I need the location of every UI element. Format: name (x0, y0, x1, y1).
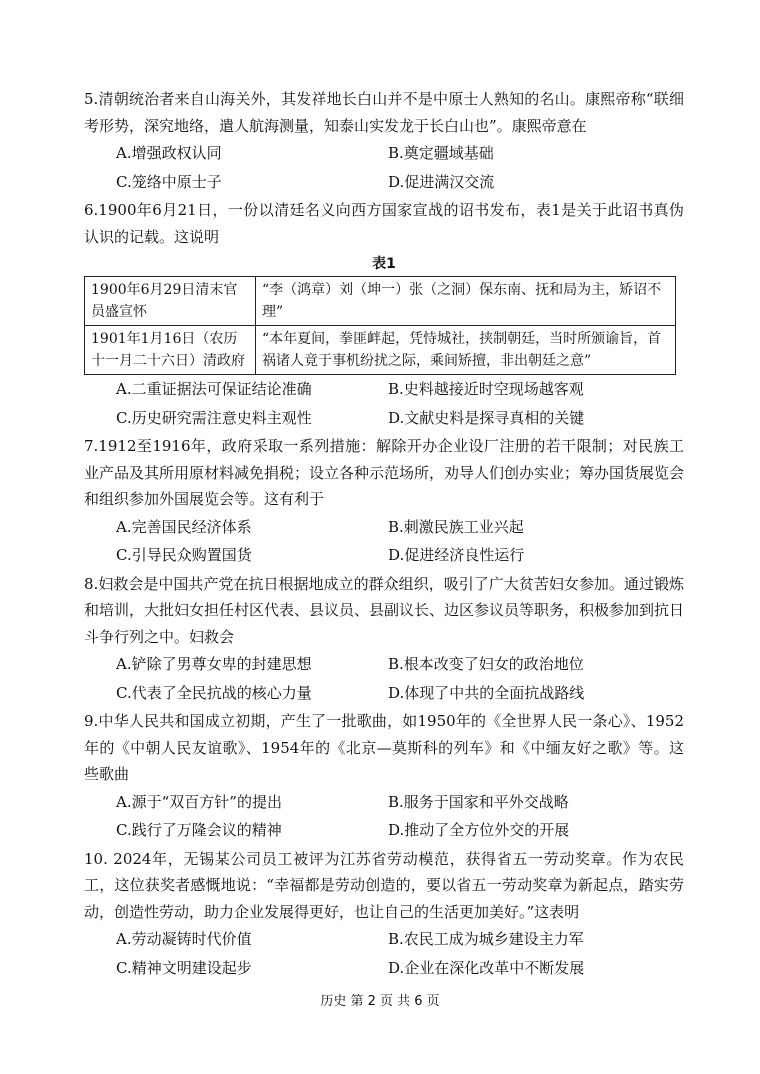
table-row (85, 326, 676, 375)
option-b: B.史料越接近时空现场越客观 (388, 380, 584, 398)
question-10 (84, 846, 684, 983)
question-6 (84, 197, 684, 432)
option-b: B.农民工成为城乡建设主力军 (388, 930, 584, 948)
option-c: C.引导民众购置国货 (116, 546, 252, 564)
option-d: D.促进满汉交流 (388, 172, 495, 191)
option-b: B.服务于国家和平外交战略 (388, 792, 569, 811)
question-stem: 10. 2024年，无锡某公司员工被评为江苏省劳动模范，获得省五一劳动奖章。作为农民工，这位获奖者感慨地说：“幸福都是劳动创造的，要以省五一劳动奖章为新起点，踏实劳动，创造性劳动，助力企业发展得更好，也让自己的生活更加美好。”这表明 (84, 849, 684, 921)
option-c: C.代表了全民抗战的核心力量 (116, 683, 312, 702)
option-d: D.推动了全方位外交的开展 (388, 821, 570, 839)
question-5 (84, 86, 684, 196)
option-c: C.历史研究需注意史料主观性 (116, 408, 312, 427)
options (84, 513, 684, 570)
question-8 (84, 571, 684, 708)
option-d: D.企业在深化改革中不断发展 (388, 958, 585, 977)
question-stem: 5.清朝统治者来自山海关外，其发祥地长白山并不是中原士人熟知的名山。康熙帝称“联细考形势，深究地络，遣人航海测量，知泰山实发龙于长白山也”。康熙帝意在 (84, 90, 684, 135)
table-row (85, 277, 676, 326)
options (84, 788, 684, 845)
table-cell: 1900年6月29日清末官员盛宣怀 (85, 277, 256, 326)
exam-page (84, 86, 684, 983)
option-a: A.二重证据法可保证结论准确 (116, 380, 312, 398)
option-b: B.刺激民族工业兴起 (388, 517, 524, 536)
option-d: D.促进经济良性运行 (388, 546, 525, 564)
table-1 (84, 276, 676, 375)
option-a: A.劳动凝铸时代价值 (116, 930, 252, 948)
options (84, 650, 684, 707)
question-stem: 8.妇救会是中国共产党在抗日根据地成立的群众组织，吸引了广大贫苦妇女参加。通过锻炼和培训，大批妇女担任村区代表、县议员、县副议长、边区参议员等职务，积极参加到抗日斗争行列之中。妇救会 (84, 574, 685, 646)
page-footer: 历史 第 2 页 共 6 页 (320, 994, 440, 1009)
question-stem: 9.中华人民共和国成立初期，产生了一批歌曲，如1950年的《全世界人民一条心》、1952年的《中朝人民友谊歌》、1954年的《北京—莫斯科的列车》和《中缅友好之歌》等。这些歌曲 (84, 712, 684, 783)
options (84, 375, 684, 432)
question-7 (84, 433, 684, 570)
question-stem: 7.1912至1916年，政府采取一系列措施：解除开办企业设厂注册的若干限制；对民族工业产品及其所用原材料减免捐税；设立各种示范场所，劝导人们创办实业；筹办国货展览会和组织参加外国展览会等。这有利于 (84, 437, 685, 508)
option-a: A.增强政权认同 (116, 144, 222, 162)
table-cell: “李（鸿章）刘（坤一）张（之洞）保东南、抚和局为主，矫诏不理” (256, 277, 676, 326)
option-b: B.奠定疆域基础 (388, 144, 494, 162)
options (84, 925, 684, 982)
option-a: A.完善国民经济体系 (116, 517, 252, 536)
option-a: A.铲除了男尊女卑的封建思想 (116, 655, 312, 673)
question-9 (84, 708, 684, 845)
option-b: B.根本改变了妇女的政治地位 (388, 655, 584, 673)
option-a: A.源于“双百方针”的提出 (116, 792, 282, 811)
question-stem: 6.1900年6月21日，一份以清廷名义向西方国家宣战的诏书发布，表1是关于此诏书真伪认识的记载。这说明 (84, 201, 684, 246)
table-title: 表1 (372, 256, 396, 272)
table-cell: 1901年1月16日（农历十一月二十六日）清政府 (85, 326, 256, 375)
table-cell: “本年夏间，拳匪衅起，凭恃城社，挟制朝廷，当时所颁谕旨，首祸诸人竟于事机纷扰之际，乘间矫擅，非出朝廷之意” (256, 326, 676, 375)
option-c: C.笼络中原士子 (116, 172, 222, 191)
option-d: D.文献史料是探寻真相的关键 (388, 408, 585, 427)
option-d: D.体现了中共的全面抗战路线 (388, 683, 585, 702)
options (84, 139, 684, 196)
option-c: C.精神文明建设起步 (116, 958, 252, 977)
option-c: C.践行了万隆会议的精神 (116, 821, 282, 839)
